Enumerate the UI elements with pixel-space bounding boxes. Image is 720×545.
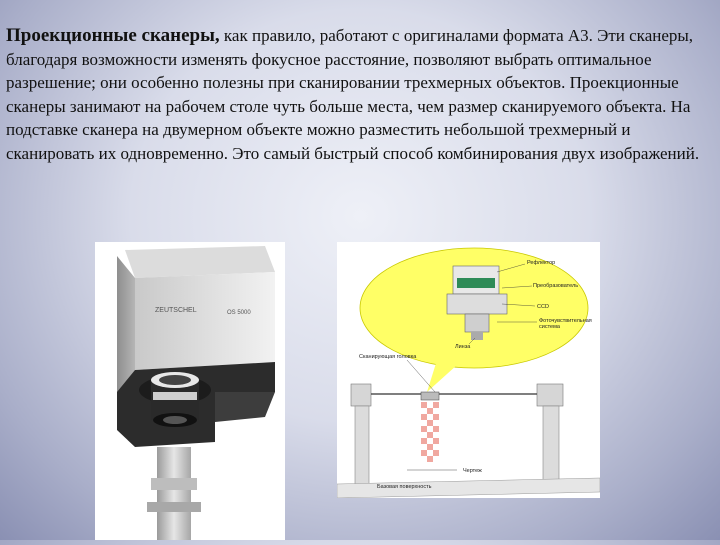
model-label: OS 5000 (227, 310, 251, 316)
scanner-photo (95, 242, 285, 540)
label-base: Базовая поверхность (377, 484, 432, 490)
label-drawing: Чертеж (463, 468, 482, 474)
label-scan-head: Сканирующая головка (359, 354, 417, 360)
body-text: как правило, работают с оригиналами формата А3. Эти сканеры, благодаря возможности изменять фокусное расстояние, позволяют выбрать оптимальное разрешение; они особенно полезны при сканировании трехмерных объектов. Проекционные сканеры занимают на рабочем столе чуть больше места, чем размер сканируемого объекта. На подставке сканера на двумерном объекте можно разместить небольшой трехмерный и сканировать их одновременно. Это самый быстрый способ комбинирования двух изображений. (6, 26, 700, 163)
label-ccd: CCD (537, 304, 549, 310)
label-photosensitive: Фоточувствительная (539, 318, 592, 324)
label-system: система (539, 324, 560, 330)
label-reflector: Рефлектор (527, 260, 556, 266)
label-converter: Преобразователь (533, 283, 579, 289)
scanner-diagram (337, 242, 600, 498)
brand-logo: ZEUTSCHEL (155, 307, 197, 314)
lead-term: Проекционные сканеры, (6, 25, 220, 46)
label-lens: Линза (455, 344, 471, 350)
slide-text (6, 24, 718, 165)
